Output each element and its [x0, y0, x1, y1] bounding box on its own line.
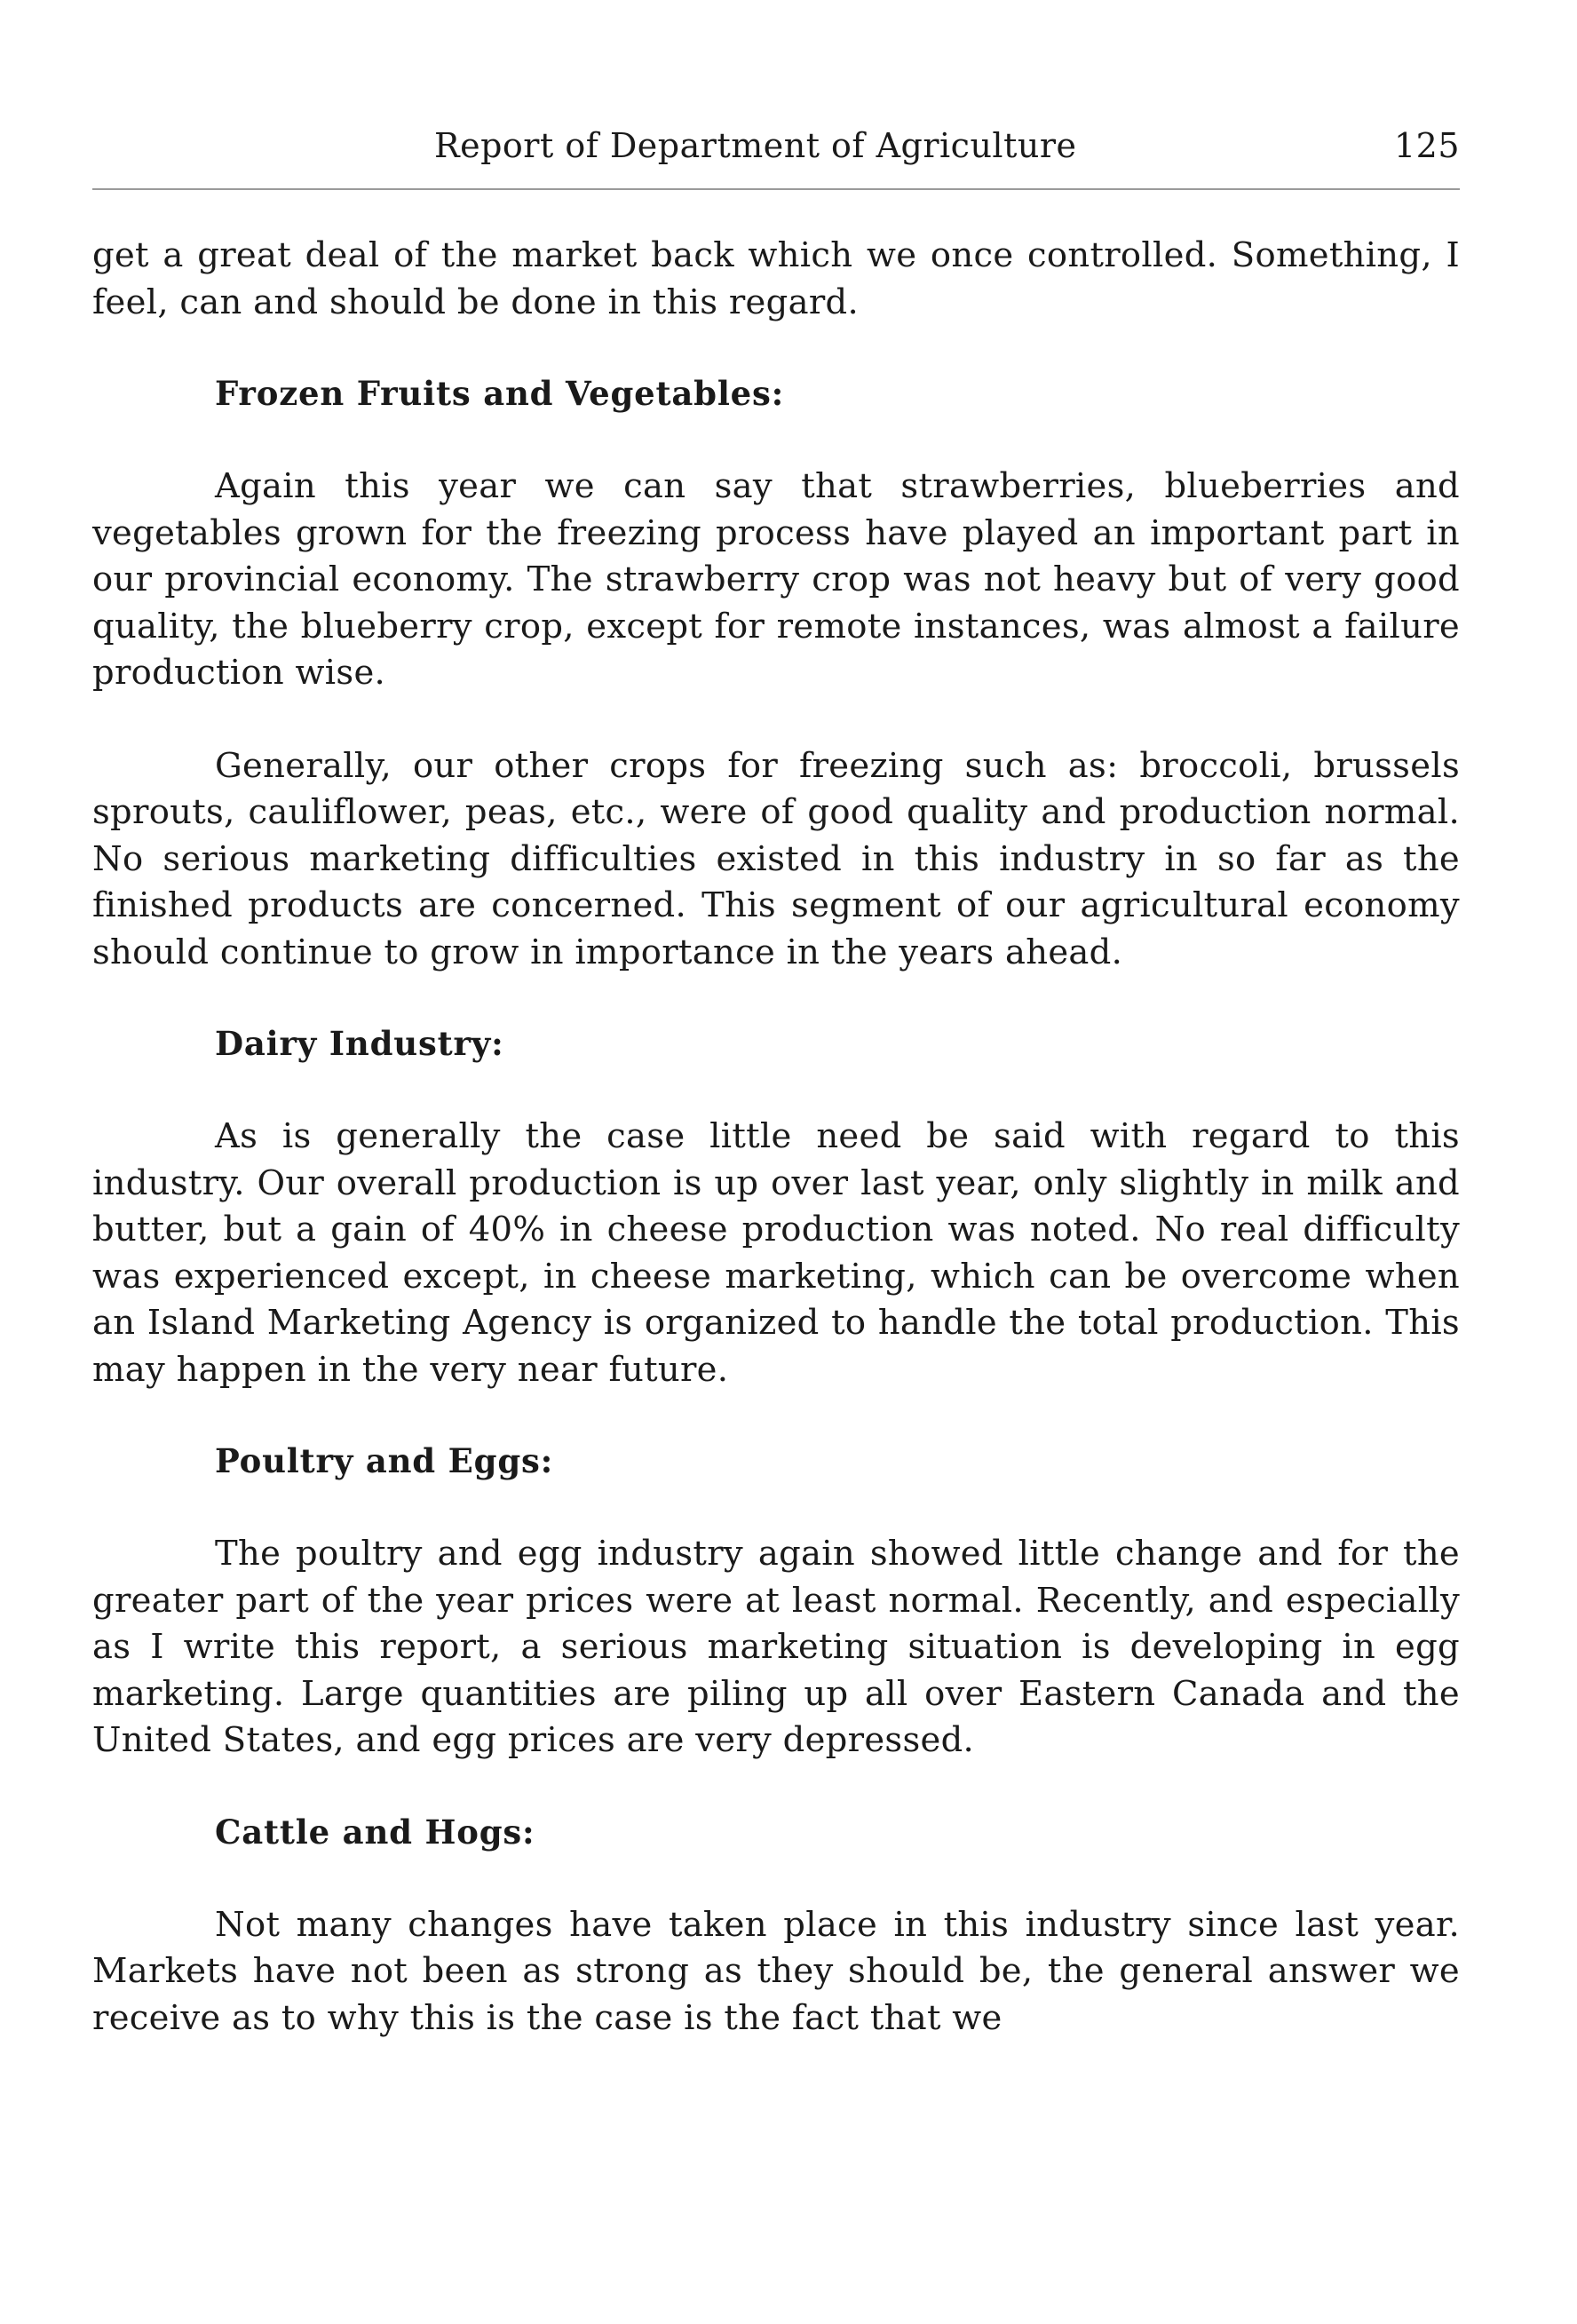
section-heading-dairy: Dairy Industry:	[215, 1024, 504, 1063]
intro-paragraph: get a great deal of the market back which we once controlled. Something, I feel, can and should be done in this regard.	[92, 235, 1460, 322]
section-heading-frozen-fruits: Frozen Fruits and Vegetables:	[215, 374, 785, 413]
running-header	[92, 126, 1460, 188]
dairy-paragraph: As is generally the case little need be said with regard to this industry. Our overall production is up over last year, only slightly in milk and butter, but a gain of 40% in cheese production was noted. No real difficulty was experienced except, in cheese marketing, which can be overcome when an Island Marketing Agency is organized to handle the total production. This may happen in the very near future.	[92, 1116, 1460, 1390]
frozen-paragraph-1: Again this year we can say that strawberries, blueberries and vegetables grown for the freezing process have played an important part in our provincial economy. The strawberry crop was not heavy but of very good quality, the blueberry crop, except for remote instances, was almost a failure production wise.	[92, 466, 1460, 693]
page-number: 125	[1393, 126, 1460, 165]
body-text	[92, 233, 1460, 2042]
section-heading-cattle: Cattle and Hogs:	[215, 1812, 535, 1852]
poultry-paragraph: The poultry and egg industry again showed little change and for the greater part of the year prices were at least normal. Recently, and especially as I write this report, a serious marketing situation is developing in egg marketing. Large quantities are piling up all over Eastern Canada and the United States, and egg prices are very depressed.	[92, 1534, 1460, 1760]
running-header-title: Report of Department of Agriculture	[434, 126, 1077, 165]
header-rule	[92, 188, 1460, 190]
frozen-paragraph-2: Generally, our other crops for freezing such as: broccoli, brussels sprouts, cauliflower, peas, etc., were of good quality and production normal. No serious marketing difficulties existed in this industry in so far as the finished products are concerned. This segment of our agricultural economy should continue to grow in importance in the years ahead.	[92, 745, 1460, 972]
cattle-paragraph: Not many changes have taken place in this industry since last year. Markets have not been as strong as they should be, the general answer we receive as to why this is the case is the fact that we	[92, 1904, 1460, 2038]
section-heading-poultry: Poultry and Eggs:	[215, 1441, 554, 1480]
